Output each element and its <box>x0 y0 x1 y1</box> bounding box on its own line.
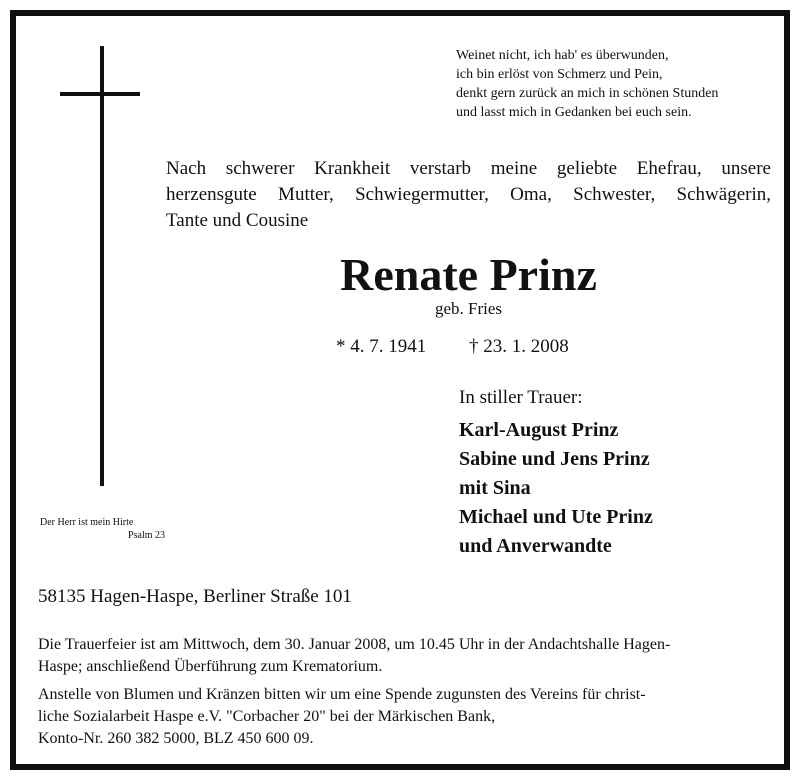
maiden-name: geb. Fries <box>434 299 503 318</box>
mourning-heading: In stiller Trauer: <box>459 387 583 408</box>
psalm-text: Der Herr ist mein Hirte <box>40 517 134 528</box>
poem-line: denkt gern zurück an mich in schönen Stunden <box>456 86 719 101</box>
cross-icon-bar <box>60 92 140 96</box>
mourner-name: und Anverwandte <box>459 535 612 557</box>
mourner-name: Sabine und Jens Prinz <box>459 448 650 470</box>
obituary-notice <box>10 10 790 770</box>
mourner-name: mit Sina <box>459 477 531 499</box>
intro-line: herzensgute Mutter, Schwiegermutter, Oma, Schwester, Schwägerin, <box>166 184 771 205</box>
poem-line: und lasst mich in Gedanken bei euch sein. <box>456 105 692 120</box>
deceased-name: Renate Prinz <box>340 249 597 300</box>
donation-line: Anstelle von Blumen und Kränzen bitten wir um eine Spende zugunsten des Vereins für christ- <box>38 686 646 703</box>
intro-line: Tante und Cousine <box>166 210 309 231</box>
life-dates <box>336 334 569 360</box>
mourner-list <box>459 416 653 561</box>
death-date: † 23. 1. 2008 <box>469 336 569 357</box>
donation-info <box>38 684 773 750</box>
mourner-name: Michael und Ute Prinz <box>459 506 653 528</box>
ceremony-line: Die Trauerfeier ist am Mittwoch, dem 30. Januar 2008, um 10.45 Uhr in der Andachtshalle Hagen- <box>38 636 671 653</box>
psalm-quote <box>40 516 165 542</box>
poem-line: ich bin erlöst von Schmerz und Pein, <box>456 67 663 82</box>
intro-text <box>166 156 771 234</box>
poem <box>456 46 776 122</box>
intro-line: Nach schwerer Krankheit verstarb meine geliebte Ehefrau, unsere <box>166 158 771 179</box>
address: 58135 Hagen-Haspe, Berliner Straße 101 <box>38 586 352 607</box>
ceremony-line: Haspe; anschließend Überführung zum Krematorium. <box>38 658 383 675</box>
donation-line: Konto-Nr. 260 382 5000, BLZ 450 600 09. <box>38 730 314 747</box>
birth-date: * 4. 7. 1941 <box>336 336 427 357</box>
donation-line: liche Sozialarbeit Haspe e.V. "Corbacher 20" bei der Märkischen Bank, <box>38 708 496 725</box>
poem-line: Weinet nicht, ich hab' es überwunden, <box>456 48 669 63</box>
psalm-reference: Psalm 23 <box>128 530 165 541</box>
ceremony-info <box>38 634 773 678</box>
cross-icon <box>100 46 104 486</box>
mourner-name: Karl-August Prinz <box>459 419 619 441</box>
